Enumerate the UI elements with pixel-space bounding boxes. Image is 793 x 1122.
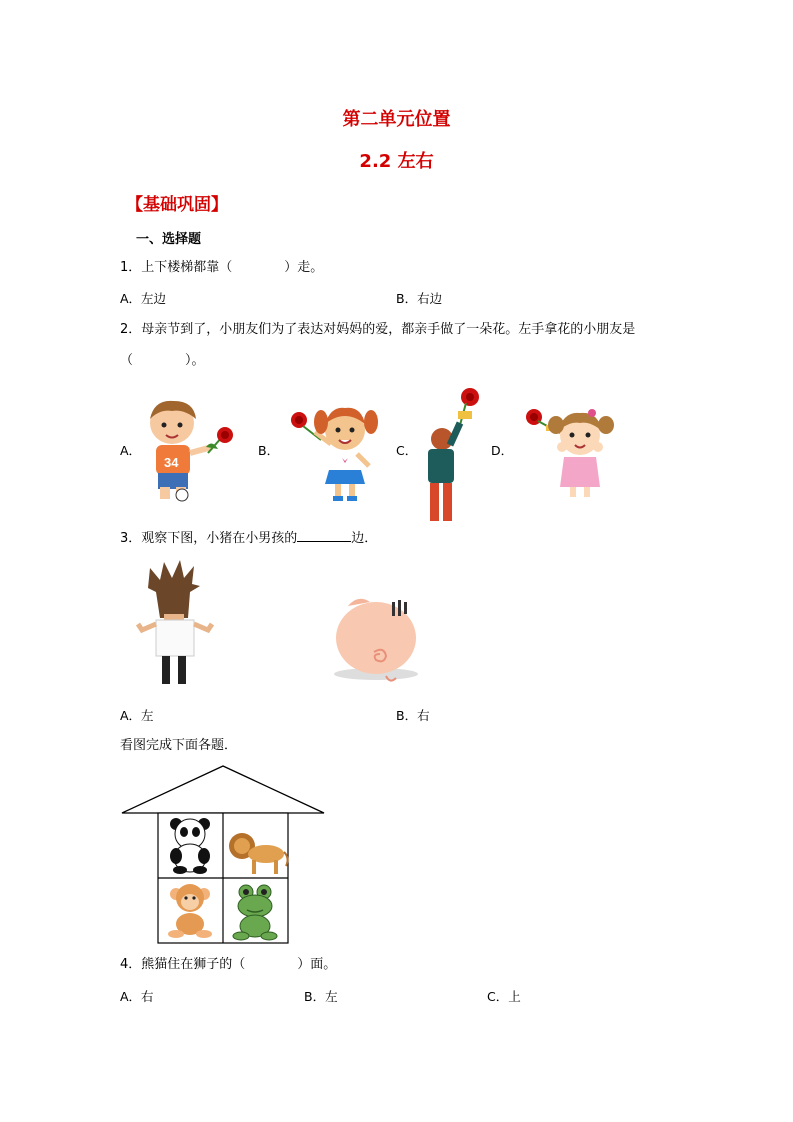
figure-intro: 看图完成下面各题． bbox=[120, 738, 238, 753]
boy-back-view-image bbox=[136, 558, 216, 688]
q1-option-a[interactable]: A．左边 bbox=[120, 291, 167, 306]
section-subtitle: 一、选择题 bbox=[136, 232, 202, 247]
answer-blank[interactable] bbox=[297, 529, 351, 542]
section-title: 【基础巩固】 bbox=[126, 195, 228, 215]
q4-option-b[interactable]: B．左 bbox=[304, 989, 338, 1004]
question-4: 4．熊猫住在狮子的（ ）面。 bbox=[120, 957, 337, 972]
girl-holding-rose-left-image bbox=[520, 403, 620, 503]
q4-option-a[interactable]: A．右 bbox=[120, 989, 154, 1004]
question-3-text-after: 边． bbox=[351, 531, 378, 546]
q2-option-d[interactable]: D． bbox=[491, 443, 514, 458]
q2-option-a[interactable]: A． bbox=[120, 443, 142, 458]
q3-option-a[interactable]: A．左 bbox=[120, 708, 154, 723]
unit-title: 第二单元位置 bbox=[342, 109, 451, 130]
back-view-child-with-rose-image bbox=[420, 383, 490, 523]
q3-option-b[interactable]: B．右 bbox=[396, 708, 430, 723]
girl-with-rose-image bbox=[285, 400, 385, 504]
question-3 bbox=[120, 529, 377, 548]
question-2-line1: 2．母亲节到了，小朋友们为了表达对妈妈的爱，都亲手做了一朵花。左手拿花的小朋友是 bbox=[120, 322, 636, 337]
animal-house-figure bbox=[120, 764, 328, 946]
q2-option-b[interactable]: B． bbox=[258, 443, 280, 458]
pig-image bbox=[330, 592, 425, 687]
question-2-line2: （ ）。 bbox=[120, 353, 205, 368]
q2-option-c[interactable]: C． bbox=[396, 443, 418, 458]
question-3-text-before: 3．观察下图，小猪在小男孩的 bbox=[120, 531, 298, 546]
question-1: 1．上下楼梯都靠（ ）走。 bbox=[120, 260, 324, 275]
lesson-title: 2.2 左右 bbox=[359, 151, 434, 172]
q4-option-c[interactable]: C．上 bbox=[487, 989, 521, 1004]
boy-with-rose-image bbox=[142, 395, 237, 503]
q1-option-b[interactable]: B．右边 bbox=[396, 291, 443, 306]
svg-text:34: 34 bbox=[164, 455, 179, 470]
